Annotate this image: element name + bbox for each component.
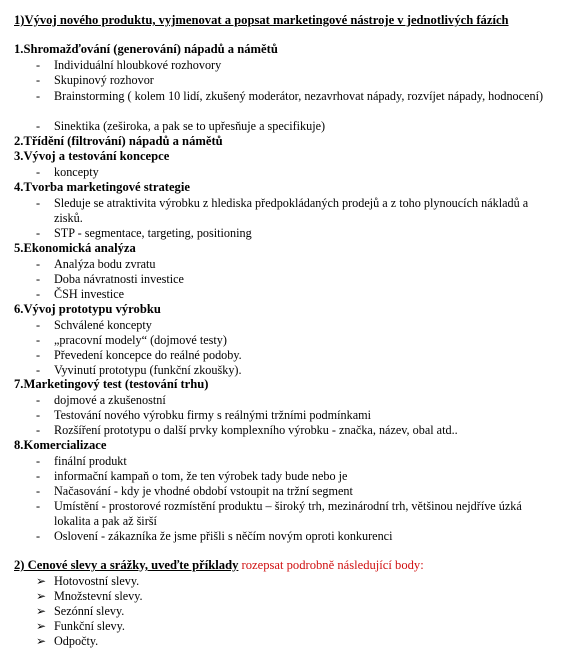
dash-marker: - (36, 89, 41, 103)
dash-marker: - (36, 196, 41, 210)
document-title: 1)Vývoj nového produktu, vyjmenovat a popsat marketingové nástroje v jednotlivých fázích (14, 13, 509, 27)
dash-marker: - (36, 454, 41, 468)
section-heading-4: 4.Tvorba marketingové strategie (14, 180, 190, 194)
dash-marker: - (36, 499, 41, 513)
dash-marker: - (36, 73, 41, 87)
dash-marker: - (36, 484, 41, 498)
arrow-bullet-icon: ➢ (36, 634, 47, 648)
section-heading-2: 2.Třídění (filtrování) nápadů a námětů (14, 134, 223, 148)
dash-marker: - (36, 272, 41, 286)
dash-marker: - (36, 287, 41, 301)
question-2-instruction: rozepsat podrobně následující body: (238, 558, 424, 572)
dash-marker: - (36, 348, 41, 362)
arrow-bullet-icon: ➢ (36, 619, 47, 633)
dash-marker: - (36, 529, 41, 543)
arrow-bullet-icon: ➢ (36, 589, 47, 603)
arrow-bullet-icon: ➢ (36, 574, 47, 588)
dash-marker: - (36, 165, 41, 179)
section-heading-7: 7.Marketingový test (testování trhu) (14, 377, 209, 391)
section-heading-1: 1.Shromažďování (generování) nápadů a námětů (14, 42, 278, 56)
dash-marker: - (36, 393, 41, 407)
dash-marker: - (36, 226, 41, 240)
question-2-title: 2) Cenové slevy a srážky, uveďte příklady (14, 558, 239, 572)
section-heading-8: 8.Komercializace (14, 438, 107, 452)
question-2-heading (14, 558, 424, 573)
dash-marker: - (36, 469, 41, 483)
dash-marker: - (36, 423, 41, 437)
dash-marker: - (36, 257, 41, 271)
dash-marker: - (36, 363, 41, 377)
section-heading-5: 5.Ekonomická analýza (14, 241, 136, 255)
dash-marker: - (36, 119, 41, 133)
section-heading-6: 6.Vývoj prototypu výrobku (14, 302, 161, 316)
dash-marker: - (36, 58, 41, 72)
dash-marker: - (36, 408, 41, 422)
dash-marker: - (36, 333, 41, 347)
section-heading-3: 3.Vývoj a testování koncepce (14, 149, 170, 163)
document-page: 1)Vývoj nového produktu, vyjmenovat a popsat marketingové nástroje v jednotlivých fázích 1.Shromažďování (generování) nápadů a námětů - Individuální hloubkové rozhovory - Skupinový rozhovor - Brainstorming ( kolem 10 lidí, zkušený moderátor, nezavrhovat nápady, rozvíjet nápady, hodnocení) - Sinektika (zeširoka, a pak se to upřesňuje a specifikuje) 2.Třídění (filtrování) nápadů a námětů 3.Vývoj a testování koncepce - koncepty 4.Tvorba marketingové strategie - Sleduje se atraktivita výrobku z hlediska předpokládaných prodejů a z toho plynoucích nákladů a zisků. - STP - segmentace, targeting, positioning 5.Ekonomická analýza - Analýza bodu zvratu - Doba návratnosti investice - ČSH investice 6.Vývoj prototypu výrobku - Schválené koncepty - „pracovní modely“ (dojmové testy) - Převedení koncepce do reálné podoby. - Vyvinutí prototypu (funkční zkoušky). 7.Marketingový test (testování trhu) - dojmové a zkušenostní - Testování nového výrobku firmy s reálnými tržními podmínkami - Rozšíření prototypu o další prvky komplexního výrobku - značka, název, obal atd.. 8.Komercializace - finální produkt - informační kampaň o tom, že ten výrobek tady bude nebo je - Načasování - kdy je vhodné období vstoupit na tržní segment - Umístění - prostorové rozmístění produktu – široký trh, mezinárodní trh, většinou nejdříve úzká lokalita a pak až širší - Oslovení - zákazníka že jsme přišli s něčím novým oproti konkurenci 2) Cenové slevy a srážky, uveďte příklady rozepsat podrobně následující body: ➢ Hotovostní slevy. ➢ Množstevní slevy. ➢ Sezónní slevy. ➢ Funkční slevy. ➢ Odpočty. (14, 13, 544, 648)
dash-marker: - (36, 318, 41, 332)
arrow-bullet-icon: ➢ (36, 604, 47, 618)
